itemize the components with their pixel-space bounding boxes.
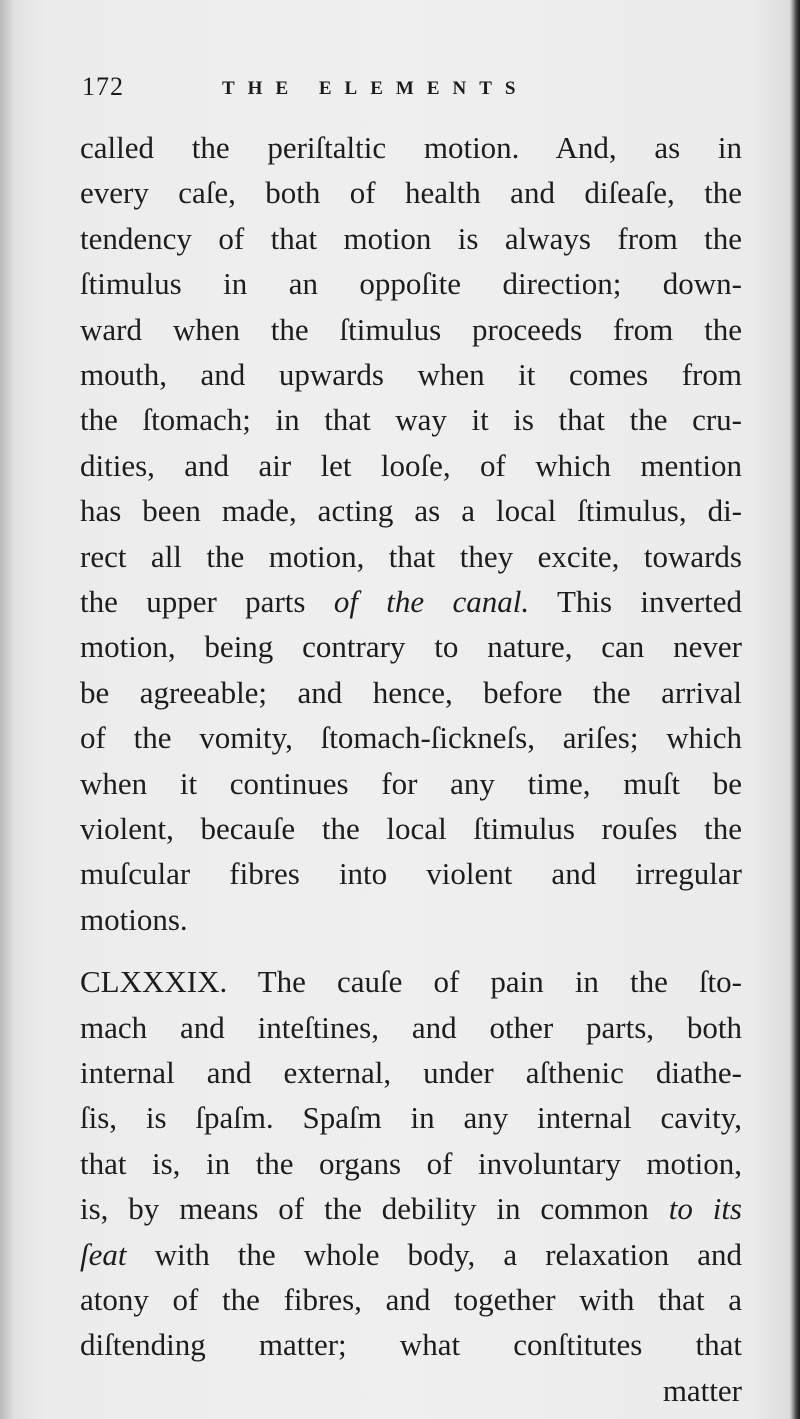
italic-text: ſeat bbox=[80, 1236, 127, 1272]
text-line bbox=[80, 1141, 742, 1186]
line-text: diſtending matter; what conſtitutes that bbox=[80, 1327, 742, 1363]
line-text: the ſtomach; in that way it is that the cru- bbox=[80, 402, 742, 438]
text-line bbox=[80, 261, 742, 306]
line-text: be agreeable; and hence, before the arrival bbox=[80, 674, 742, 710]
line-text: This inverted bbox=[529, 584, 743, 619]
text-line bbox=[80, 125, 742, 170]
line-text: matter bbox=[662, 1372, 742, 1408]
text-line bbox=[80, 1005, 742, 1050]
running-head: THE ELEMENTS bbox=[222, 78, 529, 99]
text-line bbox=[80, 170, 742, 215]
line-text: ſtimulus in an oppoſite direction; down- bbox=[80, 266, 742, 302]
line-text: violent, becauſe the local ſtimulus rouſes the bbox=[80, 811, 742, 846]
line-text: has been made, acting as a local ſtimulus, di- bbox=[80, 493, 742, 529]
line-text: internal and external, under aſthenic diathe- bbox=[80, 1055, 742, 1090]
page-header bbox=[82, 70, 602, 104]
italic-text: to its bbox=[668, 1191, 742, 1227]
line-text: is, by means of the debility in common bbox=[80, 1191, 669, 1227]
line-text: mach and inteſtines, and other parts, both bbox=[80, 1009, 742, 1045]
line-text: motions. bbox=[80, 901, 188, 937]
line-text: motion, being contrary to nature, can never bbox=[80, 629, 742, 665]
text-line bbox=[80, 1368, 742, 1413]
text-line bbox=[80, 1095, 742, 1140]
line-text: mouth, and upwards when it comes from bbox=[80, 357, 742, 392]
text-line bbox=[80, 397, 742, 442]
line-text: tendency of that motion is always from the bbox=[80, 220, 742, 256]
page-gutter-shadow bbox=[0, 0, 14, 1419]
text-line bbox=[80, 579, 742, 624]
line-text: ſis, is ſpaſm. Spaſm in any internal cavity, bbox=[80, 1100, 742, 1136]
line-text: that is, in the organs of involuntary motion, bbox=[80, 1145, 742, 1181]
text-line bbox=[80, 488, 742, 533]
line-text: atony of the fibres, and together with that a bbox=[80, 1282, 742, 1317]
line-text: every caſe, both of health and diſeaſe, the bbox=[80, 175, 742, 211]
line-text: ward when the ſtimulus proceeds from the bbox=[80, 311, 742, 347]
line-text: the upper parts bbox=[80, 584, 334, 619]
text-line bbox=[80, 624, 742, 669]
italic-text: of the canal. bbox=[333, 584, 530, 619]
text-line bbox=[80, 897, 742, 942]
line-text: muſcular fibres into violent and irregular bbox=[80, 856, 742, 892]
line-text: of the vomity, ſtomach-ſickneſs, ariſes; which bbox=[80, 720, 742, 756]
text-line bbox=[80, 1322, 742, 1367]
line-text: rect all the motion, that they excite, towards bbox=[80, 538, 742, 574]
text-line bbox=[80, 715, 742, 760]
line-text: with the whole body, a relaxation and bbox=[126, 1236, 742, 1272]
text-line bbox=[80, 761, 742, 806]
text-line bbox=[80, 1050, 742, 1095]
text-line bbox=[80, 959, 742, 1004]
text-line bbox=[80, 443, 742, 488]
line-text: when it continues for any time, muſt be bbox=[80, 765, 742, 801]
line-text: CLXXXIX. The cauſe of pain in the ſto- bbox=[80, 964, 742, 1000]
text-line bbox=[80, 670, 742, 715]
page-edge bbox=[790, 0, 800, 1419]
text-line bbox=[80, 352, 742, 397]
text-line bbox=[80, 1186, 742, 1231]
page-number: 172 bbox=[82, 72, 124, 101]
text-line bbox=[80, 216, 742, 261]
text-line bbox=[80, 1232, 742, 1277]
text-line bbox=[80, 534, 742, 579]
text-line bbox=[80, 851, 742, 896]
text-line bbox=[80, 1277, 742, 1322]
text-line bbox=[80, 806, 742, 851]
text-line bbox=[80, 307, 742, 352]
line-text: dities, and air let looſe, of which mention bbox=[80, 447, 742, 483]
line-text: called the periſtaltic motion. And, as in bbox=[80, 130, 742, 165]
